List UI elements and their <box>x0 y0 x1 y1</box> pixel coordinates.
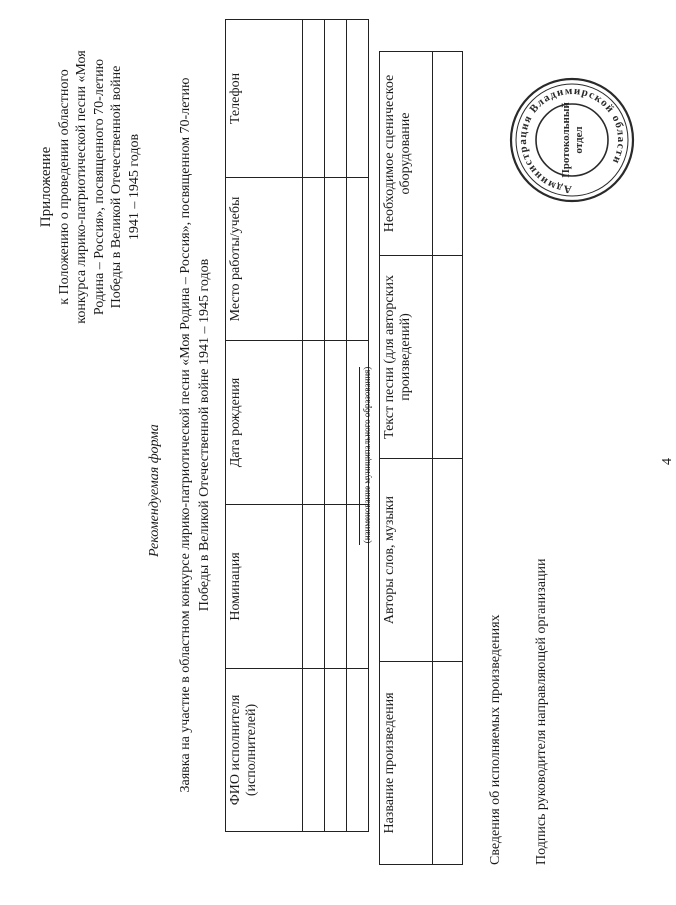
stamp-center-word: отдел <box>573 126 585 154</box>
table-cell[interactable] <box>347 178 369 341</box>
table-cell[interactable] <box>347 669 369 832</box>
appendix-block <box>38 17 143 357</box>
stamp-outer-ring <box>511 79 633 201</box>
table-cell[interactable] <box>325 341 347 505</box>
table-cell[interactable] <box>325 178 347 341</box>
table-row <box>433 52 463 865</box>
stamp-ring-text: Администрация Владимирской области <box>516 84 628 196</box>
col-header-lyrics: Текст песни (для авторских произведений) <box>380 256 433 459</box>
table-cell[interactable] <box>433 662 463 865</box>
table-cell[interactable] <box>325 505 347 669</box>
col-header-nomination: Номинация <box>226 505 303 669</box>
municipality-line <box>359 367 360 545</box>
table-cell[interactable] <box>303 669 325 832</box>
table-cell[interactable] <box>433 256 463 459</box>
application-title-line2: Победы в Великой Отечественной войне 1941 – 1945 годов <box>197 258 212 612</box>
table-cell[interactable] <box>433 459 463 662</box>
col-header-workplace: Место работы/учебы <box>226 178 303 341</box>
appendix-line: к Положению о проведении областного <box>56 69 72 305</box>
table-cell[interactable] <box>303 20 325 178</box>
col-header-equipment: Необходимое сценическое оборудование <box>380 52 433 256</box>
appendix-line: конкурса лирико-патриотической песни «Моя <box>74 50 89 324</box>
table-cell[interactable] <box>303 178 325 341</box>
stamp-center-word: Протокольный <box>560 102 572 178</box>
table-header-row <box>226 20 303 832</box>
stamp-middle-ring <box>516 84 628 196</box>
table-header-row <box>380 52 433 865</box>
table-cell[interactable] <box>325 669 347 832</box>
col-header-work-title: Название произведения <box>380 662 433 865</box>
col-header-fio: ФИО исполнителя (исполнителей) <box>226 669 303 832</box>
table-cell[interactable] <box>303 505 325 669</box>
table-row <box>303 20 325 832</box>
appendix-title: Приложение <box>38 146 54 228</box>
participants-table <box>225 19 369 832</box>
table-cell[interactable] <box>347 20 369 178</box>
col-header-phone: Телефон <box>226 20 303 178</box>
recommended-form-label: Рекомендуемая форма <box>147 424 162 557</box>
application-title <box>176 5 214 865</box>
appendix-line: Родина – Россия», посвященного 70-летию <box>91 58 107 316</box>
application-title-line1: Заявка на участие в областном конкурсе лирико-патриотической песни «Моя Родина – Россия», посвященном 70-летию <box>178 77 193 793</box>
signature-label: Подпись руководителя направляющей организации <box>534 558 549 865</box>
works-info-label: Сведения об исполняемых произведениях <box>488 614 503 865</box>
official-stamp <box>507 75 637 205</box>
table-cell[interactable] <box>433 52 463 256</box>
table-cell[interactable] <box>325 20 347 178</box>
works-table <box>379 51 463 865</box>
table-row <box>325 20 347 832</box>
col-header-authors: Авторы слов, музыки <box>380 459 433 662</box>
appendix-line: 1941 – 1945 годов <box>126 133 142 241</box>
table-cell[interactable] <box>303 341 325 505</box>
page-number: 4 <box>660 458 675 465</box>
municipality-caption: (наименование муниципального образования) <box>362 366 372 544</box>
stamp-center-text <box>560 102 585 178</box>
appendix-line: Победы в Великой Отечественной войне <box>109 65 124 309</box>
col-header-birthdate: Дата рождения <box>226 341 303 505</box>
stamp-inner-ring <box>536 104 608 176</box>
